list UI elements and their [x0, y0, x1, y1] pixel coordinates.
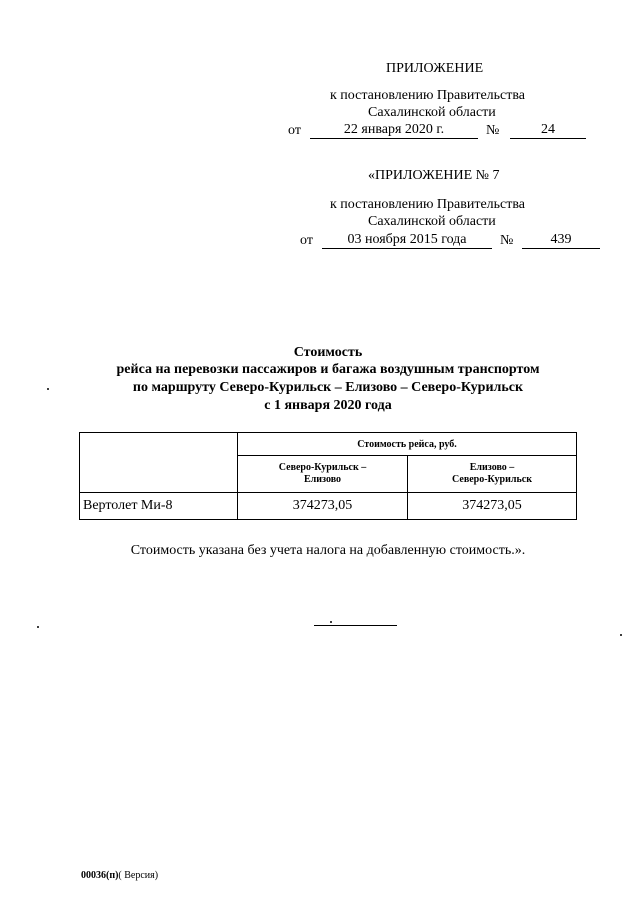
vat-note: Стоимость указана без учета налога на добавленную стоимость.».	[130, 543, 526, 558]
closing-divider	[314, 625, 397, 626]
appendix7-number-label: №	[500, 233, 514, 248]
col-header-route1	[238, 456, 408, 493]
scan-speck	[330, 621, 332, 623]
appendix7-date: 03 ноября 2015 года	[322, 232, 492, 249]
scan-speck	[37, 626, 39, 628]
scan-speck	[620, 634, 622, 636]
document-code	[81, 870, 158, 881]
col-header-route2	[408, 456, 577, 493]
table-row	[80, 493, 577, 520]
appendix-number: 24	[510, 122, 586, 139]
row-value-route2: 374273,05	[408, 493, 577, 520]
col-header-route1-line1: Северо-Курильск –	[278, 462, 367, 473]
doc-title-line1: Стоимость	[293, 345, 363, 360]
appendix-title: ПРИЛОЖЕНИЕ	[386, 61, 484, 76]
col-header-route2-line1: Елизово –	[469, 462, 515, 473]
doc-title-line3: по маршруту Северо-Курильск – Елизово – Северо-Курильск	[132, 380, 524, 395]
cost-table	[79, 432, 577, 520]
appendix7-number: 439	[522, 232, 600, 249]
table-corner-cell	[80, 433, 238, 493]
appendix-from-label: от	[288, 123, 301, 138]
appendix7-line2: Сахалинской области	[368, 214, 496, 229]
appendix7-line1: к постановлению Правительства	[330, 197, 526, 212]
appendix-line2: Сахалинской области	[368, 105, 496, 120]
scan-speck	[47, 388, 49, 390]
col-header-route2-line2: Северо-Курильск	[452, 474, 532, 485]
appendix7-title: «ПРИЛОЖЕНИЕ № 7	[368, 168, 500, 183]
appendix-line1: к постановлению Правительства	[330, 88, 526, 103]
appendix-number-label: №	[486, 123, 500, 138]
doc-title-line4: с 1 января 2020 года	[264, 398, 392, 413]
document-code-suffix: ( Версия)	[118, 870, 159, 881]
appendix-date: 22 января 2020 г.	[310, 122, 478, 139]
table-group-header: Стоимость рейса, руб.	[238, 433, 577, 456]
appendix7-from-label: от	[300, 233, 313, 248]
document-code-id: 00036(п)	[81, 870, 119, 881]
row-aircraft-label: Вертолет Ми-8	[80, 493, 238, 520]
col-header-route1-line2: Елизово	[303, 474, 342, 485]
doc-title-line2: рейса на перевозки пассажиров и багажа воздушным транспортом	[116, 362, 540, 377]
row-value-route1: 374273,05	[238, 493, 408, 520]
table-header-row	[80, 433, 577, 456]
